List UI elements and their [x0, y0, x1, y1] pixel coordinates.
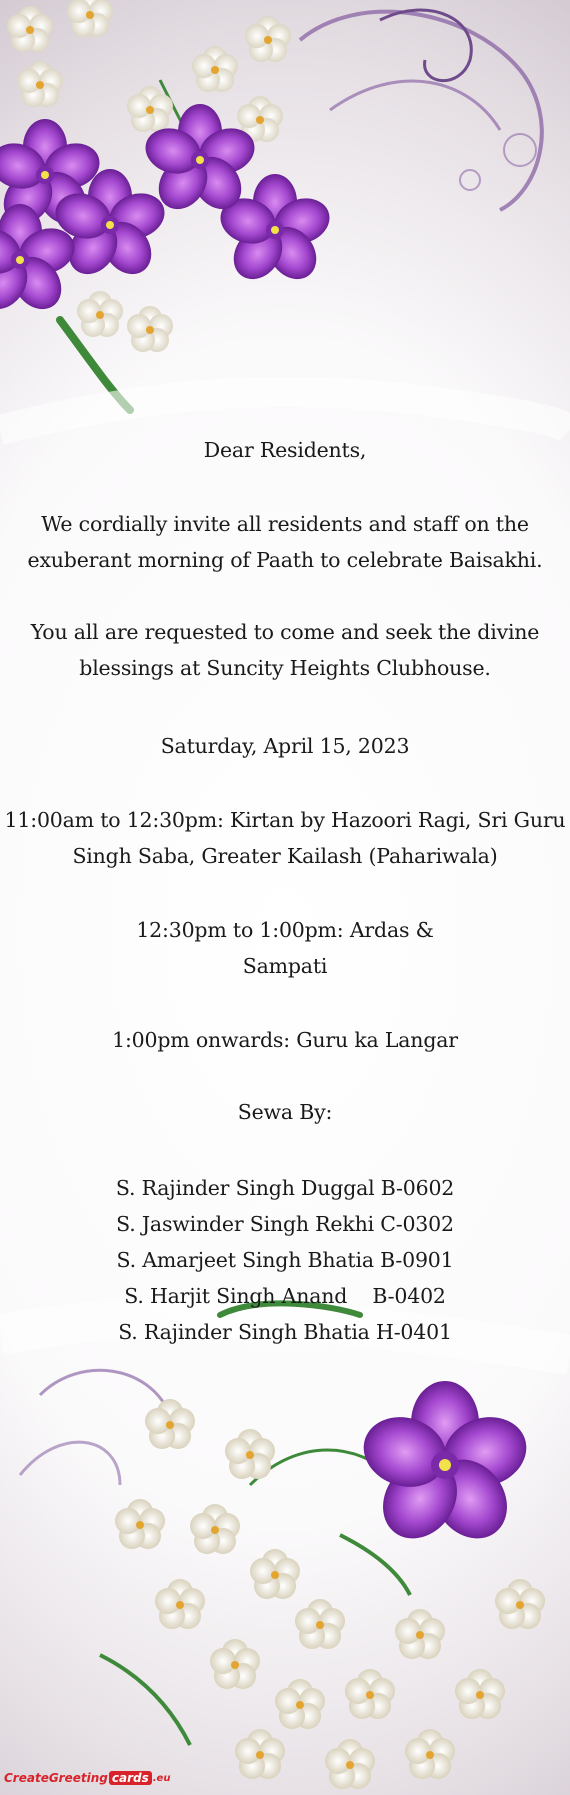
- watermark-text-3: .eu: [152, 1772, 171, 1784]
- watermark-logo[interactable]: [4, 1767, 170, 1789]
- request-line-1: You all are requested to come and seek the divine: [30, 620, 540, 644]
- schedule-item-2-line-1: 12:30pm to 1:00pm: Ardas &: [136, 918, 434, 942]
- sewa-member: S. Jaswinder Singh Rekhi C-0302: [116, 1212, 454, 1236]
- sewa-member: S. Harjit Singh Anand B-0402: [124, 1284, 446, 1308]
- sewa-member: S. Amarjeet Singh Bhatia B-0901: [116, 1248, 454, 1272]
- schedule-item-2-line-2: Sampati: [242, 954, 328, 978]
- schedule-item-3: 1:00pm onwards: Guru ka Langar: [112, 1028, 458, 1052]
- sewa-member: S. Rajinder Singh Duggal B-0602: [115, 1176, 455, 1200]
- top-floral-decoration: [0, 0, 570, 470]
- invite-line-2: exuberant morning of Paath to celebrate Baisakhi.: [27, 548, 543, 572]
- watermark-text-1: CreateGreeting: [4, 1771, 108, 1785]
- sewa-member: S. Rajinder Singh Bhatia H-0401: [118, 1320, 452, 1344]
- invite-line-1: We cordially invite all residents and staff on the: [41, 512, 529, 536]
- event-date: Saturday, April 15, 2023: [160, 734, 410, 758]
- schedule-item-1-line-2: Singh Saba, Greater Kailash (Pahariwala): [72, 844, 498, 868]
- request-line-2: blessings at Suncity Heights Clubhouse.: [79, 656, 491, 680]
- watermark-text-2: cards: [109, 1771, 152, 1785]
- schedule-item-1-line-1: 11:00am to 12:30pm: Kirtan by Hazoori Ragi, Sri Guru: [4, 808, 566, 832]
- bottom-floral-decoration: [0, 1275, 570, 1795]
- sewa-heading: Sewa By:: [237, 1100, 333, 1124]
- greeting-text: Dear Residents,: [203, 438, 367, 462]
